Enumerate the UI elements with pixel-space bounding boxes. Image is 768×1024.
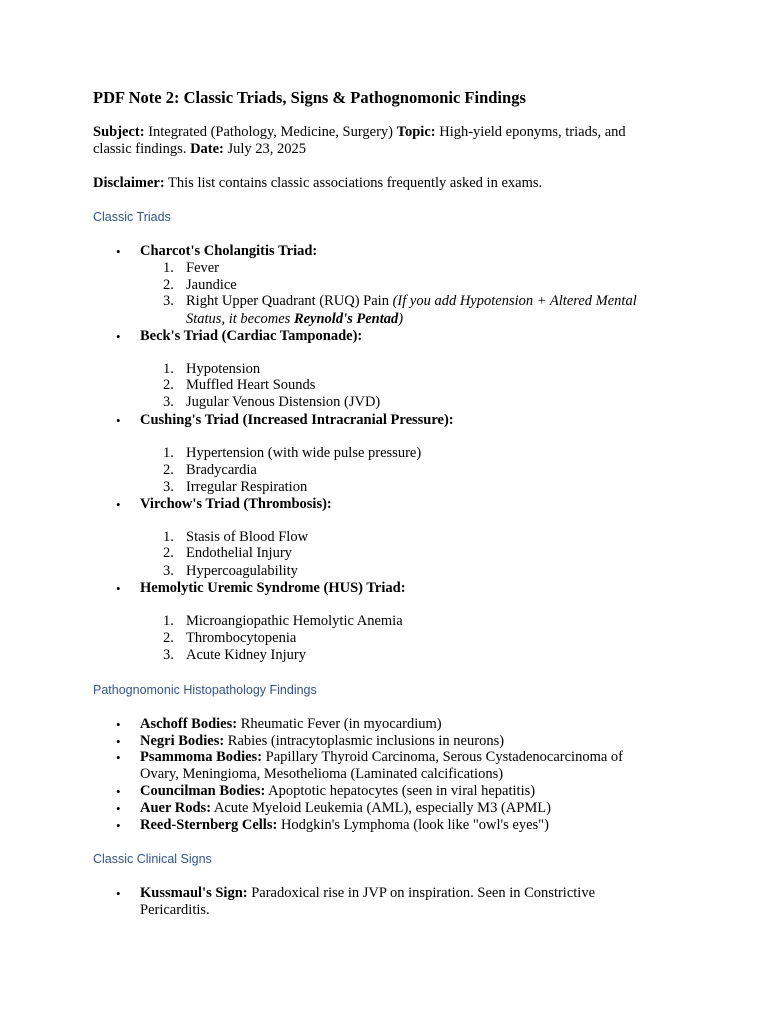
- histo-term: Negri Bodies:: [140, 733, 225, 749]
- topic-value: High-yield eponyms, triads, and: [435, 124, 626, 140]
- list-number: 2.: [163, 277, 174, 293]
- histo-item: [140, 716, 442, 733]
- list-number: 2.: [163, 545, 174, 561]
- histo-item: [140, 783, 535, 800]
- page-title: PDF Note 2: Classic Triads, Signs & Pathognomonic Findings: [93, 88, 526, 107]
- triad-item: Fever: [186, 260, 220, 276]
- date-value: July 23, 2025: [223, 141, 307, 157]
- histo-desc: Papillary Thyroid Carcinoma, Serous Cystadenocarcinoma of: [262, 749, 623, 765]
- list-number: 2.: [163, 377, 174, 393]
- topic-value-cont: classic findings.: [93, 141, 191, 157]
- sign-term: Kussmaul's Sign:: [140, 885, 248, 901]
- bullet-icon: •: [116, 801, 121, 816]
- histo-term: Reed-Sternberg Cells:: [140, 817, 278, 833]
- triad-note-text: Status, it becomes: [186, 311, 294, 327]
- histo-item: [140, 749, 623, 766]
- list-number: 1.: [163, 260, 174, 276]
- histo-item: [140, 817, 549, 834]
- triad-item: Jaundice: [186, 277, 237, 293]
- triad-item-with-note: [186, 293, 637, 310]
- triad-item: Hypertension (with wide pulse pressure): [186, 445, 422, 461]
- histo-term: Aschoff Bodies:: [140, 716, 238, 732]
- bullet-icon: •: [116, 818, 121, 833]
- disclaimer-text: This list contains classic associations frequently asked in exams.: [164, 175, 543, 191]
- section-heading-triads: Classic Triads: [93, 210, 171, 224]
- disclaimer-label: Disclaimer:: [93, 175, 165, 191]
- list-number: 1.: [163, 445, 174, 461]
- triad-item: Thrombocytopenia: [186, 630, 297, 646]
- triad-item: Endothelial Injury: [186, 545, 292, 561]
- triad-item: Right Upper Quadrant (RUQ) Pain: [186, 293, 393, 309]
- histo-desc: Rabies (intracytoplasmic inclusions in neurons): [224, 733, 505, 749]
- bullet-icon: •: [116, 717, 121, 732]
- meta-line-2: [93, 141, 306, 158]
- list-number: 3.: [163, 647, 174, 663]
- sign-desc-cont: Pericarditis.: [140, 902, 210, 918]
- triad-item: Acute Kidney Injury: [186, 647, 306, 663]
- section-heading-histopathology: Pathognomonic Histopathology Findings: [93, 683, 317, 697]
- triad-item: Jugular Venous Distension (JVD): [186, 394, 381, 410]
- list-number: 1.: [163, 613, 174, 629]
- sign-desc: Paradoxical rise in JVP on inspiration. Seen in Constrictive: [247, 885, 596, 901]
- histo-item: [140, 733, 504, 750]
- histo-desc: Rheumatic Fever (in myocardium): [237, 716, 442, 732]
- list-number: 3.: [163, 563, 174, 579]
- list-number: 1.: [163, 361, 174, 377]
- bullet-icon: •: [116, 329, 121, 344]
- triad-item: Bradycardia: [186, 462, 257, 478]
- bullet-icon: •: [116, 581, 121, 596]
- list-number: 1.: [163, 529, 174, 545]
- list-number: 3.: [163, 394, 174, 410]
- triad-note-cont: [186, 311, 403, 328]
- triad-title: Charcot's Cholangitis Triad:: [140, 243, 318, 259]
- section-heading-clinical-signs: Classic Clinical Signs: [93, 852, 212, 866]
- disclaimer: [93, 175, 542, 192]
- triad-title: Cushing's Triad (Increased Intracranial Pressure):: [140, 412, 454, 428]
- bullet-icon: •: [116, 750, 121, 765]
- bullet-icon: •: [116, 886, 121, 901]
- triad-item: Hypercoagulability: [186, 563, 298, 579]
- list-number: 2.: [163, 462, 174, 478]
- histo-desc: Acute Myeloid Leukemia (AML), especially M3 (APML): [211, 800, 551, 816]
- triad-title: Hemolytic Uremic Syndrome (HUS) Triad:: [140, 580, 406, 596]
- triad-note: (If you add Hypotension + Altered Mental: [392, 293, 637, 309]
- meta-line-1: [93, 124, 626, 141]
- triad-note-text: ): [398, 311, 404, 327]
- histo-desc: Apoptotic hepatocytes (seen in viral hepatitis): [265, 783, 536, 799]
- bullet-icon: •: [116, 497, 121, 512]
- reynolds-pentad: Reynold's Pentad: [293, 311, 399, 327]
- histo-term: Councilman Bodies:: [140, 783, 266, 799]
- triad-title: Beck's Triad (Cardiac Tamponade):: [140, 328, 363, 344]
- histo-desc-cont: Ovary, Meningioma, Mesothelioma (Laminated calcifications): [140, 766, 504, 782]
- triad-title: Virchow's Triad (Thrombosis):: [140, 496, 332, 512]
- bullet-icon: •: [116, 734, 121, 749]
- bullet-icon: •: [116, 784, 121, 799]
- triad-item: Hypotension: [186, 361, 261, 377]
- triad-item: Muffled Heart Sounds: [186, 377, 316, 393]
- sign-item: [140, 885, 595, 902]
- bullet-icon: •: [116, 413, 121, 428]
- histo-term: Psammoma Bodies:: [140, 749, 263, 765]
- list-number: 2.: [163, 630, 174, 646]
- histo-desc: Hodgkin's Lymphoma (look like "owl's eyes"): [277, 817, 549, 833]
- histo-term: Auer Rods:: [140, 800, 212, 816]
- histo-item: [140, 800, 551, 817]
- date-label: Date:: [190, 141, 224, 157]
- subject-value: Integrated (Pathology, Medicine, Surgery): [144, 124, 397, 140]
- triad-item: Stasis of Blood Flow: [186, 529, 309, 545]
- triad-item: Microangiopathic Hemolytic Anemia: [186, 613, 403, 629]
- subject-label: Subject:: [93, 124, 145, 140]
- list-number: 3.: [163, 479, 174, 495]
- triad-item: Irregular Respiration: [186, 479, 308, 495]
- topic-label: Topic:: [396, 124, 436, 140]
- list-number: 3.: [163, 293, 174, 309]
- bullet-icon: •: [116, 244, 121, 259]
